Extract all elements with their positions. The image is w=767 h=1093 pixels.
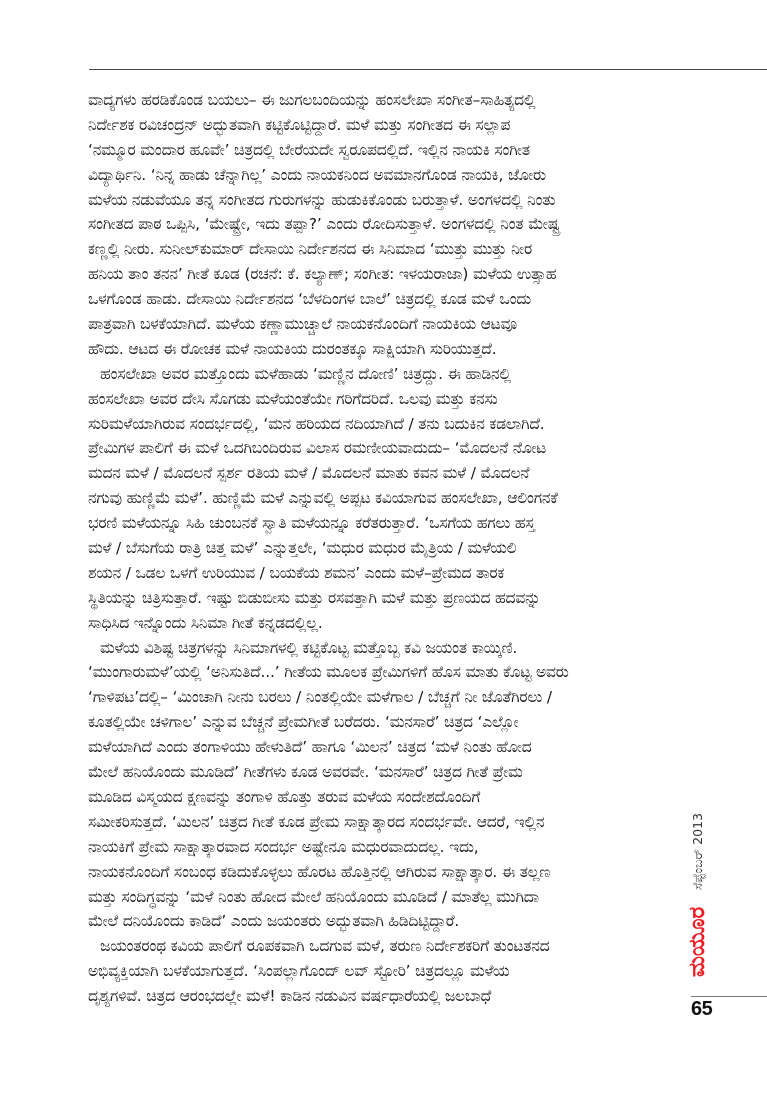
text-line: ‘ಮುಂಗಾರುಮಳೆ’ಯಲ್ಲಿ ‘ಅನಿಸುತಿದೆ...’ ಗೀತೆಯ ಮೂಲಕ ಪ್ರೇಮಿಗಳಿಗೆ ಹೊಸ ಮಾತು ಕೊಟ್ಟ ಅವರು — [88, 663, 569, 682]
text-line: ನಾಯಕನೊಂದಿಗೆ ಸಂಬಂಧ ಕಡಿದುಕೊಳ್ಳಲು ಹೊರಟ ಹೊತ್ತಿನಲ್ಲಿ ಆಗಿರುವ ಸಾಕ್ಷಾತ್ಕಾರ. ಈ ತಲ್ಲಣ — [88, 862, 551, 881]
issue-date: ಸೆಪ್ಟೆಂಬರ್ 2013 — [690, 813, 705, 890]
text-line: ಸಮೀಕರಿಸುತ್ತದೆ. ‘ಮಿಲನ’ ಚಿತ್ರದ ಗೀತೆ ಕೂಡ ಪ್ರೇಮ ಸಾಕ್ಷಾತ್ಕಾರದ ಸಂದರ್ಭವೇ. ಆದರೆ, ಇಲ್ಲಿನ — [88, 812, 545, 831]
article-body — [88, 88, 664, 1009]
paragraph — [88, 362, 664, 636]
text-line: ಹಂಸಲೇಖಾ ಅವರ ಮತ್ತೊಂದು ಮಳೆಹಾಡು ‘ಮಣ್ಣಿನ ದೋಣಿ’ ಚಿತ್ರದ್ದು. ಈ ಹಾಡಿನಲ್ಲಿ — [100, 364, 511, 383]
text-line: ಪಾತ್ರವಾಗಿ ಬಳಕೆಯಾಗಿದೆ. ಮಳೆಯ ಕಣ್ಣಾಮುಚ್ಚಾಲೆ ನಾಯಕನೊಂದಿಗೆ ನಾಯಕಿಯ ಆಟವೂ — [88, 315, 517, 334]
text-line: ಮಳೆಯಾಗಿದೆ ಎಂದು ತಂಗಾಳಿಯು ಹೇಳುತಿದೆ’ ಹಾಗೂ ‘ಮಿಲನ’ ಚಿತ್ರದ ‘ಮಳೆ ನಿಂತು ಹೋದ — [88, 738, 532, 757]
text-line: ವಾದ್ಯಗಳು ಹರಡಿಕೊಂಡ ಬಯಲು– ಈ ಜುಗಲಬಂದಿಯನ್ನು ಹಂಸಲೇಖಾ ಸಂಗೀತ–ಸಾಹಿತ್ಯದಲ್ಲಿ — [88, 91, 536, 109]
text-line: ಭರಣಿ ಮಳೆಯನ್ನೂ ಸಿಹಿ ಚುಂಬನಕೆ ಸ್ವಾತಿ ಮಳೆಯನ್ನೂ ಕರೆತರುತ್ತಾರೆ. ‘ಒಸಗೆಯ ಹಗಲು ಹಸ್ತ — [88, 514, 535, 533]
paragraph — [88, 934, 664, 1009]
text-line: ದೃಶ್ಯಗಳಿವೆ. ಚಿತ್ರದ ಆರಂಭದಲ್ಲೇ ಮಳೆ! ಕಾಡಿನ ನಡುವಿನ ವರ್ಷಧಾರೆಯಲ್ಲಿ ಜಲಬಾಧೆ — [88, 987, 492, 1006]
text-line: ಒಳಗೊಂಡ ಹಾಡು. ದೇಸಾಯಿ ನಿರ್ದೇಶನದ ‘ಬೆಳದಿಂಗಳ ಬಾಲೆ’ ಚಿತ್ರದಲ್ಲಿ ಕೂಡ ಮಳೆ ಒಂದು — [88, 290, 532, 309]
text-line: ನಿರ್ದೇಶಕ ರವಿಚಂದ್ರನ್ ಅದ್ಭುತವಾಗಿ ಕಟ್ಟಿಕೊಟ್ಟಿದ್ದಾರೆ. ಮಳೆ ಮತ್ತು ಸಂಗೀತದ ಈ ಸಲ್ಲಾಪ — [88, 115, 511, 134]
text-line: ಸುರಿಮಳೆಯಾಗಿರುವ ಸಂದರ್ಭದಲ್ಲಿ, ‘ಮನ ಹರಿಯದ ನದಿಯಾಗಿದೆ / ತನು ಬದುಕಿನ ಕಡಲಾಗಿದೆ. — [88, 414, 545, 433]
text-line: ಮೇಲೆ ದನಿಯೊಂದು ಕಾಡಿದೆ’ ಎಂದು ಜಯಂತರು ಅದ್ಭುತವಾಗಿ ಹಿಡಿದಿಟ್ಟಿದ್ದಾರೆ. — [88, 912, 460, 931]
text-line: ಹೌದು. ಆಟದ ಈ ರೋಚಕ ಮಳೆ ನಾಯಕಿಯ ದುರಂತಕ್ಕೂ ಸಾಕ್ಷಿಯಾಗಿ ಸುರಿಯುತ್ತದೆ. — [88, 339, 497, 358]
text-line: ಪ್ರೇಮಿಗಳ ಪಾಲಿಗೆ ಈ ಮಳೆ ಒದಗಿಬಂದಿರುವ ವಿಲಾಸ ರಮಣೀಯವಾದುದು– ‘ಮೊದಲನೆ ನೋಟ — [88, 439, 547, 458]
text-line: ಸ್ಥಿತಿಯನ್ನು ಚಿತ್ರಿಸುತ್ತಾರೆ. ಇಷ್ಟು ಬಿಡುಬೀಸು ಮತ್ತು ರಸವತ್ತಾಗಿ ಮಳೆ ಮತ್ತು ಪ್ರಣಯದ ಹದವನ್ನು — [88, 588, 541, 607]
header-rule — [89, 69, 767, 70]
text-line: ಹನಿಯ ತಾಂ ತನನ’ ಗೀತೆ ಕೂಡ (ರಚನೆ: ಕೆ. ಕಲ್ಯಾಣ್; ಸಂಗೀತ: ಇಳಯರಾಜಾ) ಮಳೆಯ ಉತ್ಸಾಹ — [88, 265, 557, 284]
text-line: ಮಳೆಯ ವಿಶಿಷ್ಟ ಚಿತ್ರಗಳನ್ನು ಸಿನಿಮಾಗಳಲ್ಲಿ ಕಟ್ಟಿಕೊಟ್ಟ ಮತ್ತೊಬ್ಬ ಕವಿ ಜಯಂತ ಕಾಯ್ಕಿಣಿ. — [100, 638, 518, 657]
text-line: ಮೇಲೆ ಹನಿಯೊಂದು ಮೂಡಿದೆ’ ಗೀತೆಗಳು ಕೂಡ ಅವರವೇ. ‘ಮನಸಾರೆ’ ಚಿತ್ರದ ಗೀತೆ ಪ್ರೇಮ — [88, 763, 523, 782]
page-number: 65 — [691, 998, 713, 1020]
text-line: ನಾಯಕಿಗೆ ಪ್ರೇಮ ಸಾಕ್ಷಾತ್ಕಾರವಾದ ಸಂದರ್ಭ ಅಷ್ಟೇನೂ ಮಧುರವಾದುದಲ್ಲ. ಇದು, — [88, 837, 479, 856]
text-line: ಜಯಂತರಂಥ ಕವಿಯ ಪಾಲಿಗೆ ರೂಪಕವಾಗಿ ಒದಗುವ ಮಳೆ, ತರುಣ ನಿರ್ದೇಶಕರಿಗೆ ತುಂಟತನದ — [100, 937, 550, 956]
text-line: ಮದನ ಮಳೆ / ಮೊದಲನೆ ಸ್ಪರ್ಶ ರತಿಯ ಮಳೆ / ಮೊದಲನೆ ಮಾತು ಕವನ ಮಳೆ / ಮೊದಲನೆ — [88, 464, 530, 483]
text-line: ‘ನಮ್ಮೂರ ಮಂದಾರ ಹೂವೇ’ ಚಿತ್ರದಲ್ಲಿ ಬೇರೆಯದೇ ಸ್ವರೂಪದಲ್ಲಿದೆ. ಇಲ್ಲಿನ ನಾಯಕಿ ಸಂಗೀತ — [88, 140, 530, 159]
text-line: ಸಾಧಿಸಿದ ಇನ್ನೊಂದು ಸಿನಿಮಾ ಗೀತೆ ಕನ್ನಡದಲ್ಲಿಲ್ಲ. — [88, 613, 323, 632]
text-line: ‘ಗಾಳಿಪಟ’ದಲ್ಲಿ– ‘ಮಿಂಚಾಗಿ ನೀನು ಬರಲು / ನಿಂತಲ್ಲಿಯೇ ಮಳೆಗಾಲ / ಬೆಚ್ಚಗೆ ನೀ ಜೊತೆಗಿರಲು / — [88, 688, 552, 707]
text-line: ಸಂಗೀತದ ಪಾಠ ಒಪ್ಪಿಸಿ, ‘ಮೇಷ್ಟ್ರೇ, ಇದು ತಪ್ಪಾ?’ ಎಂದು ರೋದಿಸುತ್ತಾಳೆ. ಅಂಗಳದಲ್ಲಿ ನಿಂತ ಮೇಷ್ಟ್ರ — [88, 215, 560, 234]
magazine-logo: ಮಯೂರ — [685, 906, 710, 978]
text-line: ಮಳೆ / ಬೆಸುಗೆಯ ರಾತ್ರಿ ಚಿತ್ತ ಮಳೆ’ ಎನ್ನುತ್ತಲೇ, ‘ಮಧುರ ಮಧುರ ಮೈತ್ರಿಯ / ಮಳೆಯಲಿ — [88, 539, 517, 558]
text-line: ಕಣ್ಣಲ್ಲಿ ನೀರು. ಸುನೀಲ್‌ಕುಮಾರ್ ದೇಸಾಯಿ ನಿರ್ದೇಶನದ ಈ ಸಿನಿಮಾದ ‘ಮುತ್ತು ಮುತ್ತು ನೀರ — [88, 240, 532, 259]
paragraph — [88, 636, 664, 935]
text-line: ಕೂತಲ್ಲಿಯೇ ಚಳಿಗಾಲ’ ಎನ್ನುವ ಬೆಚ್ಚನೆ ಪ್ರೇಮಗೀತೆ ಬರೆದರು. ‘ಮನಸಾರೆ’ ಚಿತ್ರದ ‘ಎಲ್ಲೋ — [88, 713, 519, 732]
text-line: ಹಂಸಲೇಖಾ ಅವರ ದೇಸಿ ಸೊಗಡು ಮಳೆಯಂತೆಯೇ ಗರಿಗೆದರಿದೆ. ಒಲವು ಮತ್ತು ಕನಸು — [88, 389, 498, 408]
text-line: ಶಯನ / ಒಡಲ ಒಳಗೆ ಉರಿಯುವ / ಬಯಕೆಯ ಶಮನ’ ಎಂದು ಮಳೆ–ಪ್ರೇಮದ ತಾರಕ — [88, 563, 505, 582]
text-line: ಅಭಿವ್ಯಕ್ತಿಯಾಗಿ ಬಳಕೆಯಾಗುತ್ತದೆ. ‘ಸಿಂಪಲ್ಲಾಗೊಂದ್ ಲವ್ ಸ್ಟೋರಿ’ ಚಿತ್ರದಲ್ಲೂ ಮಳೆಯ — [88, 962, 510, 981]
text-line: ನಗುವು ಹುಣ್ಣಿಮೆ ಮಳೆ’. ಹುಣ್ಣಿಮೆ ಮಳೆ ಎನ್ನುವಲ್ಲಿ ಅಪ್ಪಟ ಕವಿಯಾಗುವ ಹಂಸಲೇಖಾ, ಆಲಿಂಗನಕೆ — [88, 489, 558, 508]
text-line: ಮತ್ತು ಸಂದಿಗ್ಧವನ್ನು ‘ಮಳೆ ನಿಂತು ಹೋದ ಮೇಲೆ ಹನಿಯೊಂದು ಮೂಡಿದೆ / ಮಾತೆಲ್ಲ ಮುಗಿದಾ — [88, 887, 539, 906]
footer-rule — [691, 996, 767, 997]
text-line: ಮೂಡಿದ ವಿಸ್ಮಯದ ಕ್ಷಣವನ್ನು ತಂಗಾಳಿ ಹೊತ್ತು ತರುವ ಮಳೆಯ ಸಂದೇಶದೊಂದಿಗೆ — [88, 787, 481, 806]
paragraph — [88, 88, 664, 362]
text-line: ವಿದ್ಯಾರ್ಥಿನಿ. ‘ನಿನ್ನ ಹಾಡು ಚೆನ್ನಾಗಿಲ್ಲ’ ಎಂದು ನಾಯಕನಿಂದ ಅವಮಾನಗೊಂಡ ನಾಯಕಿ, ಜೋರು — [88, 165, 546, 184]
text-line: ಮಳೆಯ ನಡುವೆಯೂ ತನ್ನ ಸಂಗೀತದ ಗುರುಗಳನ್ನು ಹುಡುಕಿಕೊಂಡು ಬರುತ್ತಾಳೆ. ಅಂಗಳದಲ್ಲಿ ನಿಂತು — [88, 190, 556, 209]
